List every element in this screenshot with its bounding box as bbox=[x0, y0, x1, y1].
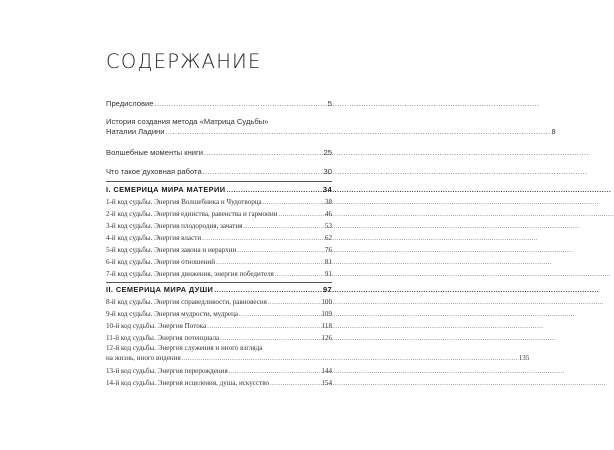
toc-chapter bbox=[106, 310, 332, 318]
toc-chapter bbox=[106, 234, 332, 242]
dot-leader bbox=[214, 285, 322, 294]
dot-leader bbox=[182, 354, 518, 365]
chapter-label-line1: 12-й код судьбы. Энергия служения и иного взгляда bbox=[106, 344, 263, 352]
toc-chapter bbox=[106, 334, 332, 342]
section-divider bbox=[106, 181, 332, 182]
dot-leader bbox=[229, 367, 321, 375]
toc-entry-page: 5 bbox=[327, 99, 332, 108]
chapter-label: 14-й код судьбы. Энергия исцеления, душа, искусство bbox=[106, 379, 270, 387]
toc-chapter bbox=[106, 210, 332, 218]
chapter-page: 135 bbox=[518, 353, 530, 362]
toc-entry-label: Что такое духовная работа bbox=[106, 167, 202, 176]
section-heading-matter bbox=[106, 185, 332, 194]
dot-leader bbox=[237, 246, 324, 254]
chapter-page: 126 bbox=[321, 334, 332, 342]
dot-leader bbox=[268, 298, 320, 306]
toc-entry-label-line1: История создания метода «Матрица Судьбы» bbox=[106, 117, 269, 126]
toc-entry-preface bbox=[106, 99, 332, 109]
chapter-label-line2: на жизнь, иного видения bbox=[106, 353, 181, 362]
toc-chapter bbox=[106, 344, 530, 364]
toc-chapter bbox=[106, 379, 332, 387]
dot-leader bbox=[154, 99, 326, 109]
dot-leader bbox=[226, 185, 322, 194]
section-heading-page: 34 bbox=[322, 185, 332, 194]
toc-chapter bbox=[106, 322, 332, 330]
toc-entry-method-history bbox=[106, 117, 556, 138]
chapter-label: 11-й код судьбы. Энергия потенциала bbox=[106, 334, 220, 342]
toc-chapter bbox=[106, 246, 332, 254]
toc-chapter bbox=[106, 258, 332, 266]
chapter-page: 154 bbox=[321, 379, 332, 387]
page-title: СОДЕРЖАНИЕ bbox=[106, 50, 262, 73]
chapter-label: 1-й код судьбы. Энергия Волшебника и Чудотворца bbox=[106, 198, 262, 206]
chapter-page: 76 bbox=[324, 246, 332, 254]
dot-leader bbox=[202, 234, 324, 242]
dot-leader bbox=[207, 322, 320, 330]
dot-leader bbox=[275, 270, 324, 278]
toc-entry-label-line2: Наталии Ладини bbox=[106, 127, 165, 136]
chapter-page: 100 bbox=[321, 298, 332, 306]
chapter-label: 5-й код судьбы. Энергия закона и иерархии bbox=[106, 246, 237, 254]
chapter-label: 2-й код судьбы. Энергия единства, равенства и гармонии bbox=[106, 210, 278, 218]
chapter-page: 53 bbox=[324, 222, 332, 230]
toc-entry-magic-moments bbox=[106, 148, 332, 158]
chapter-label: 3-й код судьбы. Энергия плодородия, зачатия bbox=[106, 222, 243, 230]
dot-leader bbox=[166, 127, 551, 138]
chapter-label: 9-й код судьбы. Энергия мудрости, мудреца bbox=[106, 310, 239, 318]
dot-leader bbox=[216, 258, 324, 266]
chapter-page: 118 bbox=[321, 322, 332, 330]
dot-leader bbox=[239, 310, 320, 318]
dot-leader bbox=[270, 379, 320, 387]
dot-leader bbox=[220, 334, 320, 342]
dot-leader bbox=[203, 167, 323, 177]
chapter-page: 91 bbox=[324, 270, 332, 278]
chapter-page: 62 bbox=[324, 234, 332, 242]
chapter-page: 144 bbox=[321, 367, 332, 375]
section-heading-soul bbox=[106, 285, 332, 294]
chapter-label: 4-й код судьбы. Энергия власти bbox=[106, 234, 202, 242]
chapter-page: 46 bbox=[324, 210, 332, 218]
toc-chapter bbox=[106, 367, 332, 375]
section-heading-label: II. СЕМЕРИЦА МИРА ДУШИ bbox=[106, 285, 214, 294]
toc-chapter bbox=[106, 298, 332, 306]
toc-entry-page: 25 bbox=[323, 148, 332, 157]
section-divider bbox=[106, 282, 332, 283]
toc-chapter bbox=[106, 270, 332, 278]
chapter-page: 38 bbox=[324, 198, 332, 206]
section-heading-label: I. СЕМЕРИЦА МИРА МАТЕРИИ bbox=[106, 185, 226, 194]
dot-leader bbox=[204, 148, 323, 158]
section-heading-page: 97 bbox=[322, 285, 332, 294]
chapter-label: 10-й код судьбы. Энергия Потока bbox=[106, 322, 207, 330]
dot-leader bbox=[243, 222, 323, 230]
chapter-label: 6-й код судьбы. Энергия отношений bbox=[106, 258, 216, 266]
toc-entry-spiritual-work bbox=[106, 167, 332, 177]
toc-entry-label: Предисловие bbox=[106, 99, 154, 108]
chapter-label: 7-й код судьбы. Энергия движения, энергия победителя bbox=[106, 270, 274, 278]
chapter-label: 8-й код судьбы. Энергия справедливости, равновесия bbox=[106, 298, 267, 306]
chapter-page: 109 bbox=[321, 310, 332, 318]
toc-entry-page: 8 bbox=[551, 127, 556, 136]
chapter-page: 81 bbox=[324, 258, 332, 266]
dot-leader bbox=[263, 198, 324, 206]
toc-chapter bbox=[106, 198, 332, 206]
toc-entry-label: Волшебные моменты книги bbox=[106, 148, 204, 157]
dot-leader bbox=[278, 210, 323, 218]
toc-chapter bbox=[106, 222, 332, 230]
toc-entry-page: 30 bbox=[323, 167, 332, 176]
chapter-label: 13-й код судьбы. Энергия перерождения bbox=[106, 367, 228, 375]
